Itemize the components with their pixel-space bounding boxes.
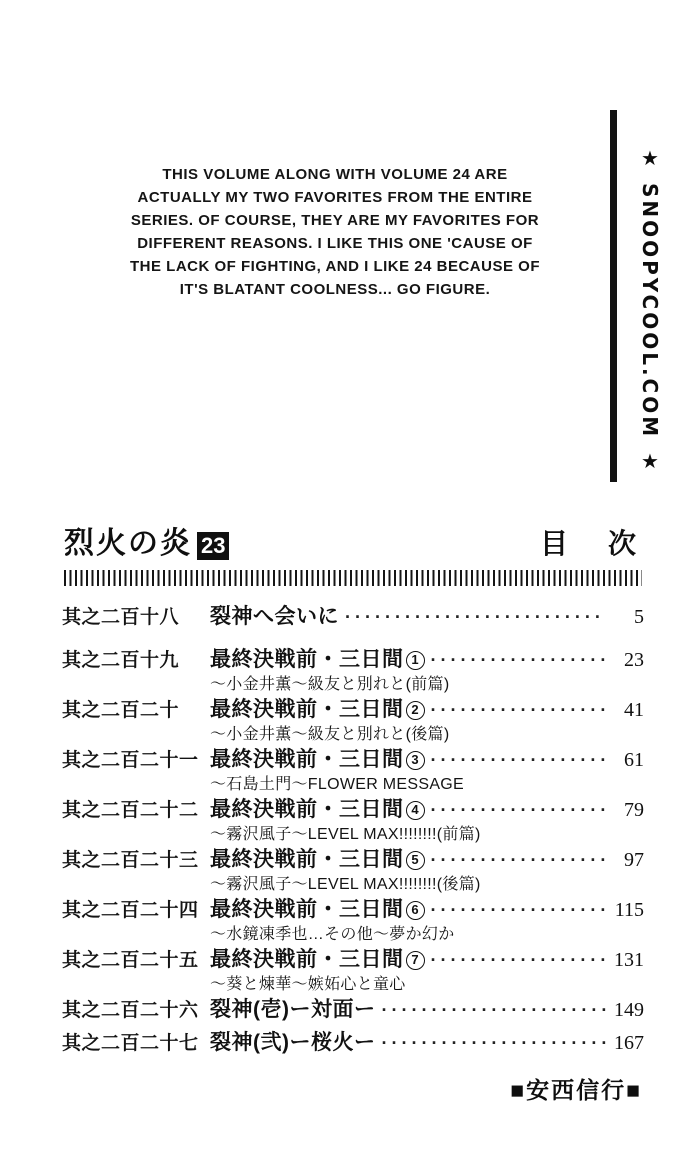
dot-leader bbox=[431, 797, 607, 823]
chapter-title: 最終決戦前・三日間 bbox=[210, 698, 404, 721]
toc-row bbox=[62, 947, 644, 995]
toc-list bbox=[62, 604, 644, 1059]
chapter-title: 裂神(壱)ー対面ー bbox=[210, 998, 376, 1021]
chapter-label: 其之二百十八 bbox=[62, 607, 180, 628]
chapter-title: 最終決戦前・三日間 bbox=[210, 748, 404, 771]
series-title: 烈火の炎 bbox=[64, 527, 192, 560]
chapter-subtitle: ～霧沢風子～LEVEL MAX!!!!!!!!(前篇) bbox=[210, 826, 481, 843]
author-credit: ■安西信行■ bbox=[510, 1077, 642, 1103]
chapter-label: 其之二百十九 bbox=[62, 650, 180, 671]
chapter-title: 最終決戦前・三日間 bbox=[210, 898, 404, 921]
page-number: 79 bbox=[624, 799, 644, 821]
chapter-label: 其之二百二十四 bbox=[62, 900, 199, 921]
dot-leader bbox=[345, 604, 606, 630]
chapter-subtitle: ～小金井薫～級友と別れと(後篇) bbox=[210, 726, 450, 743]
author-note-line: THIS VOLUME ALONG WITH VOLUME 24 ARE bbox=[162, 166, 508, 183]
dot-leader bbox=[382, 997, 607, 1023]
toc-row bbox=[62, 604, 644, 631]
stripe-divider bbox=[64, 570, 642, 586]
chapter-label: 其之二百二十三 bbox=[62, 850, 199, 871]
chapter-label: 其之二百二十一 bbox=[62, 750, 199, 771]
page-number: 149 bbox=[614, 999, 644, 1021]
toc-row bbox=[62, 897, 644, 945]
chapter-title: 最終決戦前・三日間 bbox=[210, 648, 404, 671]
volume-badge: 23 bbox=[197, 532, 229, 560]
author-note bbox=[85, 163, 585, 301]
dot-leader bbox=[382, 1030, 607, 1056]
dot-leader bbox=[431, 897, 607, 923]
page-number: 115 bbox=[614, 899, 644, 921]
dot-leader bbox=[431, 647, 607, 673]
author-note-line: DIFFERENT REASONS. I LIKE THIS ONE 'CAUSE OF bbox=[137, 235, 533, 252]
chapter-number-badge: 4 bbox=[406, 801, 425, 820]
toc-label: 目 次 bbox=[539, 529, 642, 560]
dot-leader bbox=[431, 947, 607, 973]
author-note-line: SERIES. OF COURSE, THEY ARE MY FAVORITES FOR bbox=[130, 212, 540, 229]
toc-row bbox=[62, 1030, 644, 1057]
chapter-title: 最終決戦前・三日間 bbox=[210, 848, 404, 871]
chapter-title: 最終決戦前・三日間 bbox=[210, 798, 404, 821]
toc-row bbox=[62, 797, 644, 845]
toc-row bbox=[62, 997, 644, 1024]
page-number: 23 bbox=[624, 649, 644, 671]
chapter-title: 最終決戦前・三日間 bbox=[210, 948, 404, 971]
page-number: 41 bbox=[624, 699, 644, 721]
page-number: 167 bbox=[614, 1032, 644, 1054]
chapter-label: 其之二百二十七 bbox=[62, 1033, 199, 1054]
side-logo-text: ★ SNOOPYCOOL.COM ★ bbox=[638, 146, 662, 477]
chapter-number-badge: 7 bbox=[406, 951, 425, 970]
toc-row bbox=[62, 697, 644, 745]
chapter-title: 裂神へ会いに bbox=[210, 605, 339, 628]
page-number: 97 bbox=[624, 849, 644, 871]
author-note-line: IT'S BLATANT COOLNESS... GO FIGURE. bbox=[179, 281, 491, 298]
chapter-label: 其之二百二十二 bbox=[62, 800, 199, 821]
toc-row bbox=[62, 747, 644, 795]
dot-leader bbox=[431, 697, 607, 723]
chapter-subtitle: ～霧沢風子～LEVEL MAX!!!!!!!!(後篇) bbox=[210, 876, 481, 893]
chapter-label: 其之二百二十五 bbox=[62, 950, 199, 971]
chapter-number-badge: 5 bbox=[406, 851, 425, 870]
toc-row bbox=[62, 647, 644, 695]
page-number: 61 bbox=[624, 749, 644, 771]
chapter-title: 裂神(弐)ー桜火ー bbox=[210, 1031, 376, 1054]
page-number: 131 bbox=[614, 949, 644, 971]
toc-header bbox=[64, 518, 642, 562]
chapter-label: 其之二百二十 bbox=[62, 700, 180, 721]
chapter-subtitle: ～葵と煉華～嫉妬心と童心 bbox=[210, 976, 406, 993]
page-number: 5 bbox=[634, 606, 644, 628]
chapter-subtitle: ～石島土門～FLOWER MESSAGE bbox=[210, 776, 465, 793]
author-note-line: ACTUALLY MY TWO FAVORITES FROM THE ENTIRE bbox=[137, 189, 533, 206]
author-note-line: THE LACK OF FIGHTING, AND I LIKE 24 BECAUSE OF bbox=[130, 258, 540, 275]
chapter-number-badge: 2 bbox=[406, 701, 425, 720]
toc-row bbox=[62, 847, 644, 895]
chapter-subtitle: ～水鏡凍季也…その他～夢か幻か bbox=[210, 926, 455, 943]
chapter-number-badge: 1 bbox=[406, 651, 425, 670]
chapter-label: 其之二百二十六 bbox=[62, 1000, 199, 1021]
chapter-number-badge: 3 bbox=[406, 751, 425, 770]
chapter-number-badge: 6 bbox=[406, 901, 425, 920]
dot-leader bbox=[431, 747, 607, 773]
dot-leader bbox=[431, 847, 607, 873]
chapter-subtitle: ～小金井薫～級友と別れと(前篇) bbox=[210, 676, 450, 693]
